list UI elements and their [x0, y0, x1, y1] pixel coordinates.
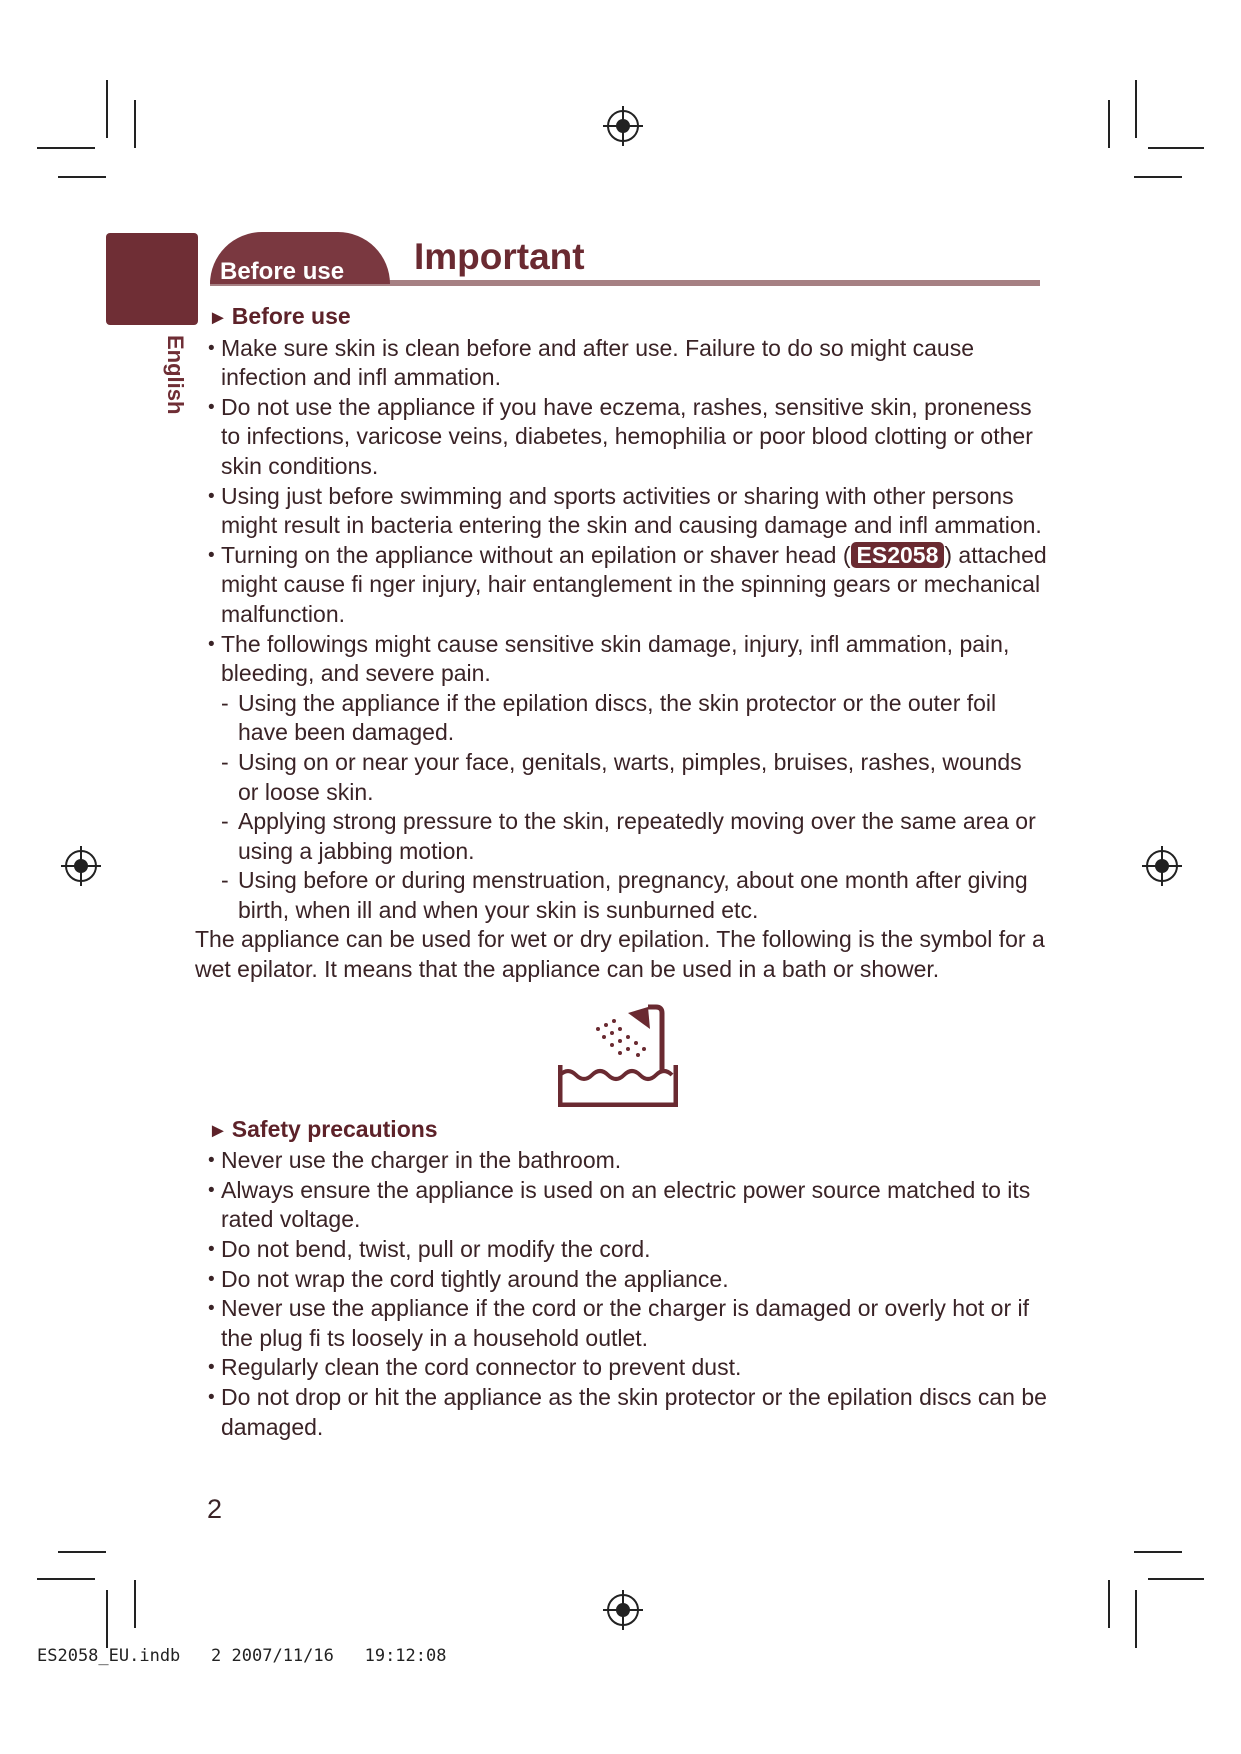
page-title: Important	[414, 236, 585, 277]
section-heading: ► Safety precautions	[208, 1115, 1048, 1147]
footer-date: 2007/11/16	[231, 1646, 334, 1666]
crop-mark	[1108, 100, 1110, 148]
item-list	[208, 1146, 1048, 1442]
crop-mark	[37, 1578, 95, 1580]
footer-page: 2	[211, 1646, 222, 1666]
crop-mark	[134, 100, 136, 148]
crop-mark	[58, 176, 106, 178]
sub-list-item: - Using the appliance if the epilation discs, the skin protector or the outer foil have been damaged.	[208, 689, 1048, 748]
list-item: • Do not drop or hit the appliance as the skin protector or the epilation discs can be damaged.	[208, 1383, 1048, 1442]
section-tab	[210, 232, 390, 284]
crop-mark	[1148, 147, 1204, 149]
list-item-text: ) attached might cause fi nger injury, hair entanglement in the spinning gears or mechanical malfunction.	[221, 541, 1047, 627]
sub-list-item: - Applying strong pressure to the skin, repeatedly moving over the same area or using a jabbing motion.	[208, 807, 1048, 866]
list-item: • Using just before swimming and sports activities or sharing with other persons might result in bacteria entering the skin and causing damage and infl ammation.	[208, 482, 1048, 541]
item-list	[208, 334, 1048, 926]
chapter-tab	[106, 233, 198, 325]
registration-mark-icon	[61, 846, 101, 886]
section-before-use	[195, 302, 1048, 1115]
registration-mark-icon	[603, 1590, 643, 1630]
section-safety-precautions	[208, 1115, 1048, 1443]
sub-list-item: - Using on or near your face, genitals, warts, pimples, bruises, rashes, wounds or loose skin.	[208, 748, 1048, 807]
crop-mark	[37, 147, 95, 149]
main-content	[195, 302, 1048, 1442]
list-item: • Do not wrap the cord tightly around the appliance.	[208, 1265, 1048, 1295]
wet-use-paragraph: The appliance can be used for wet or dry epilation. The following is the symbol for a wet epilator. It means that the appliance can be used in a bath or shower.	[195, 926, 1045, 983]
model-badge: ES2058	[851, 542, 945, 568]
registration-mark-icon	[603, 106, 643, 146]
crop-mark	[1135, 1590, 1137, 1648]
arrow-right-icon: ►	[208, 1119, 228, 1142]
crop-mark	[106, 1590, 108, 1648]
wet-symbol-area	[208, 985, 1048, 1115]
side-language-label	[162, 335, 202, 435]
list-item: • Do not bend, twist, pull or modify the cord.	[208, 1235, 1048, 1265]
crop-mark	[1108, 1580, 1110, 1628]
list-item: • Never use the appliance if the cord or the charger is damaged or overly hot or if the plug fi ts loosely in a household outlet.	[208, 1294, 1048, 1353]
print-footer	[37, 1646, 446, 1666]
crop-mark	[106, 80, 108, 138]
crop-mark	[134, 1580, 136, 1628]
crop-mark	[1134, 176, 1182, 178]
registration-mark-icon	[1142, 846, 1182, 886]
bath-shower-icon	[558, 1003, 678, 1107]
list-item-text: Turning on the appliance without an epilation or shaver head (	[221, 541, 851, 568]
crop-mark	[58, 1551, 106, 1553]
section-heading: ► Before use	[208, 302, 1048, 334]
list-item: • Do not use the appliance if you have eczema, rashes, sensitive skin, proneness to infections, varicose veins, diabetes, hemophilia or poor blood clotting or other skin conditions.	[208, 393, 1048, 482]
list-item: • Make sure skin is clean before and after use. Failure to do so might cause infection and infl ammation.	[208, 334, 1048, 393]
footer-file: ES2058_EU.indb	[37, 1646, 181, 1666]
list-item: • Always ensure the appliance is used on an electric power source matched to its rated voltage.	[208, 1176, 1048, 1235]
crop-mark	[1135, 80, 1137, 138]
arrow-right-icon: ►	[208, 307, 228, 329]
section-tab-label: Before use	[220, 258, 345, 285]
crop-mark	[1148, 1578, 1204, 1580]
list-item: • Regularly clean the cord connector to prevent dust.	[208, 1353, 1048, 1383]
sub-list-item: - Using before or during menstruation, pregnancy, about one month after giving birth, when ill and when your skin is sunburned etc.	[208, 866, 1048, 925]
list-item	[208, 541, 1048, 630]
footer-time: 19:12:08	[364, 1646, 447, 1666]
language-label: English	[163, 335, 188, 415]
page-number: 2	[207, 1494, 223, 1524]
crop-mark	[1134, 1551, 1182, 1553]
list-item: • Never use the charger in the bathroom.	[208, 1146, 1048, 1176]
list-item: • The followings might cause sensitive skin damage, injury, infl ammation, pain, bleeding, and severe pain.	[208, 630, 1048, 689]
